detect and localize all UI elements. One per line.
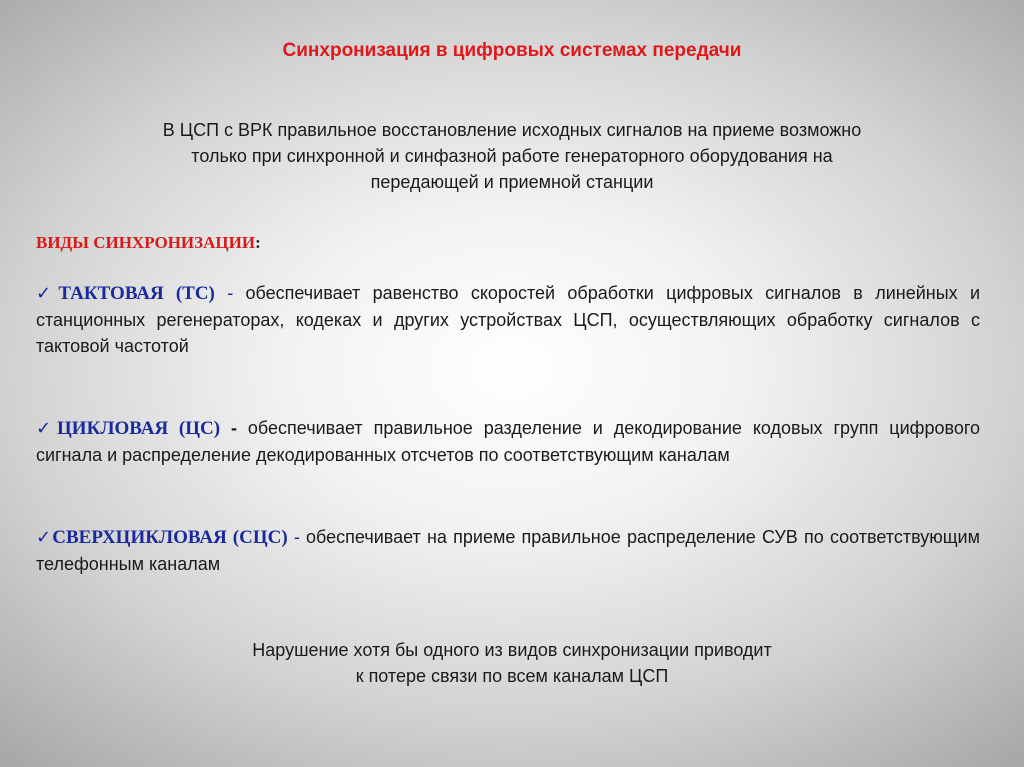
sync-type-item-clock: [36, 280, 980, 359]
sync-type-description: обеспечивает правильное разделение и декодирование кодовых групп цифрового сигнала и распределение декодированных отсчетов по соответствующим каналам: [36, 418, 981, 465]
slide-title: Синхронизация в цифровых системах передачи: [282, 40, 742, 61]
sync-type-term: СВЕРХЦИКЛОВАЯ (СЦС): [52, 527, 288, 548]
kinds-heading-colon: :: [255, 233, 261, 252]
intro-line: В ЦСП с ВРК правильное восстановление исходных сигналов на приеме возможно: [162, 120, 862, 140]
kinds-heading-text: ВИДЫ СИНХРОНИЗАЦИИ: [36, 233, 256, 252]
sync-type-term: ЦИКЛОВАЯ (ЦС): [57, 418, 221, 439]
intro-line: передающей и приемной станции: [370, 172, 654, 192]
conclusion-line: Нарушение хотя бы одного из видов синхронизации приводит: [252, 640, 772, 660]
term-dash: -: [220, 418, 248, 438]
sync-type-description: обеспечивает на приеме правильное распределение СУВ по соответствующим телефонным каналам: [36, 527, 980, 574]
term-dash: -: [287, 527, 307, 547]
intro-paragraph: [80, 117, 944, 195]
sync-type-term: ТАКТОВАЯ (ТС): [58, 283, 215, 304]
checkmark-icon: ✓: [36, 418, 58, 439]
conclusion-paragraph: [60, 637, 964, 689]
term-dash: -: [214, 283, 246, 303]
kinds-heading: [36, 233, 261, 253]
sync-type-item-frame: [36, 415, 980, 468]
conclusion-line: к потере связи по всем каналам ЦСП: [355, 666, 669, 686]
sync-type-description: обеспечивает равенство скоростей обработки цифровых сигналов в линейных и станционных регенераторах, кодеках и других устройствах ЦСП, осуществляющих обработку сигналов с тактовой частотой: [36, 283, 981, 356]
intro-line: только при синхронной и синфазной работе генераторного оборудования на: [191, 146, 833, 166]
sync-type-item-multiframe: [36, 524, 980, 577]
checkmark-icon: ✓: [36, 283, 59, 304]
checkmark-icon: ✓: [36, 527, 53, 548]
